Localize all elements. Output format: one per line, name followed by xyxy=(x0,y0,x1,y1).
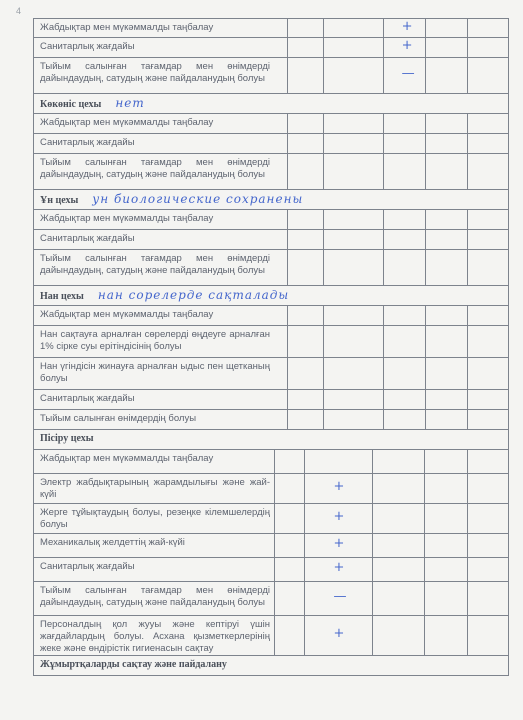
row-label xyxy=(34,38,276,56)
check-cell xyxy=(467,450,511,473)
check-cell xyxy=(425,134,468,153)
check-cell xyxy=(287,326,324,357)
table-row xyxy=(33,390,509,410)
row-label xyxy=(34,390,276,408)
check-cell xyxy=(274,474,305,503)
check-cell xyxy=(304,534,373,557)
check-cell xyxy=(372,504,425,533)
handwritten-mark: + xyxy=(333,626,345,641)
row-label xyxy=(34,410,276,428)
check-cell xyxy=(323,358,384,389)
row-label xyxy=(34,558,276,576)
handwritten-mark: + xyxy=(333,536,345,551)
row-text: Тыйым салынған тағамдар мен өнімдерді дайындаудың, сатудың және пайдаланудың болуы xyxy=(40,61,270,84)
check-cell xyxy=(383,306,426,325)
table-row xyxy=(33,450,509,474)
check-cell xyxy=(467,474,511,503)
row-text: Жабдықтар мен мүкәммалды таңбалау xyxy=(40,309,214,320)
check-cell xyxy=(424,474,468,503)
check-cell xyxy=(424,534,468,557)
row-text: Санитарлық жағдайы xyxy=(40,137,135,148)
check-cell xyxy=(287,114,324,133)
table-row xyxy=(33,250,509,286)
section-row xyxy=(33,190,509,210)
table-row xyxy=(33,616,509,656)
row-text: Нан үгіндісін жинауға арналған ыдыс пен щетканың болуы xyxy=(40,361,270,384)
check-cell xyxy=(383,58,426,93)
row-label xyxy=(34,250,276,280)
check-cell xyxy=(467,38,511,57)
handwritten-mark: + xyxy=(401,38,413,53)
row-text: Тыйым салынған тағамдар мен өнімдерді дайындаудың, сатудың және пайдаланудың болуы xyxy=(40,157,270,180)
row-label xyxy=(34,230,276,248)
check-cell xyxy=(425,114,468,133)
row-text: Пісіру цехы xyxy=(40,433,94,444)
check-cell xyxy=(383,114,426,133)
row-text: Нан сақтауға арналған сөрелерді өңдеуге арналған 1% сірке суы ерітіндісінің болуы xyxy=(40,329,270,352)
handwritten-mark: + xyxy=(401,19,413,34)
check-cell xyxy=(304,582,373,615)
check-cell xyxy=(323,114,384,133)
check-cell xyxy=(467,504,511,533)
check-cell xyxy=(372,534,425,557)
check-cell xyxy=(323,230,384,249)
check-cell xyxy=(425,326,468,357)
check-cell xyxy=(372,558,425,581)
check-cell xyxy=(467,616,511,655)
check-cell xyxy=(425,410,468,429)
row-text: Персоналдың қол жууы және кептіруі үшін жағдайлардың болуы. Асхана қызметкерлерінің жеке және өндірістік гигиенасын сақтау xyxy=(40,619,270,654)
check-cell xyxy=(383,390,426,409)
table-row xyxy=(33,154,509,190)
check-cell xyxy=(425,358,468,389)
table-row xyxy=(33,58,509,94)
check-cell xyxy=(383,134,426,153)
check-cell xyxy=(287,210,324,229)
check-cell xyxy=(323,210,384,229)
section-title xyxy=(34,430,508,448)
table-row xyxy=(33,358,509,390)
table-row xyxy=(33,134,509,154)
check-cell xyxy=(323,410,384,429)
table-row xyxy=(33,582,509,616)
table-row xyxy=(33,504,509,534)
row-label xyxy=(34,504,276,534)
row-label xyxy=(34,114,276,132)
row-label xyxy=(34,616,276,658)
check-cell xyxy=(323,134,384,153)
row-text: Жабдықтар мен мүкәммалды таңбалау xyxy=(40,453,214,464)
check-cell xyxy=(425,210,468,229)
row-text: Санитарлық жағдайы xyxy=(40,41,135,52)
row-label xyxy=(34,210,276,228)
table-row xyxy=(33,558,509,582)
check-cell xyxy=(323,250,384,285)
check-cell xyxy=(425,390,468,409)
row-label xyxy=(34,450,276,468)
check-cell xyxy=(287,390,324,409)
check-cell xyxy=(287,306,324,325)
check-cell xyxy=(467,210,511,229)
check-cell xyxy=(304,450,373,473)
row-text: Механикалық желдеттің жай-күйі xyxy=(40,537,185,548)
check-cell xyxy=(467,154,511,189)
section-row xyxy=(33,286,509,306)
row-text: Жабдықтар мен мүкәммалды таңбалау xyxy=(40,22,214,33)
check-cell xyxy=(383,250,426,285)
check-cell xyxy=(304,616,373,655)
handwritten-mark: — xyxy=(401,66,415,81)
row-text: Нан цехы xyxy=(40,291,84,302)
check-cell xyxy=(372,474,425,503)
check-cell xyxy=(323,19,384,37)
row-text: Санитарлық жағдайы xyxy=(40,233,135,244)
section-row xyxy=(33,430,509,450)
table-row xyxy=(33,18,509,38)
row-label xyxy=(34,358,276,388)
check-cell xyxy=(372,450,425,473)
check-cell xyxy=(424,504,468,533)
table-row xyxy=(33,230,509,250)
check-cell xyxy=(274,616,305,655)
handwritten-mark: + xyxy=(333,560,345,575)
check-cell xyxy=(274,534,305,557)
row-label xyxy=(34,58,276,88)
row-text: Жұмыртқаларды сақтау және пайдалану xyxy=(40,659,227,670)
row-text: Санитарлық жағдайы xyxy=(40,561,135,572)
row-text: Санитарлық жағдайы xyxy=(40,393,135,404)
check-cell xyxy=(383,210,426,229)
check-cell xyxy=(383,326,426,357)
row-text: Ұн цехы xyxy=(40,195,79,206)
table-row xyxy=(33,114,509,134)
check-cell xyxy=(304,474,373,503)
section-row xyxy=(33,656,509,676)
handwritten-note: ун биологические сохранены xyxy=(92,192,304,206)
check-cell xyxy=(274,504,305,533)
check-cell xyxy=(425,230,468,249)
row-label xyxy=(34,474,276,504)
handwritten-note: нан сорелерде сақталады xyxy=(97,288,290,302)
check-cell xyxy=(274,558,305,581)
table-row xyxy=(33,38,509,58)
table-row xyxy=(33,534,509,558)
table-row xyxy=(33,306,509,326)
row-text: Электр жабдықтарының жарамдылығы және жай-күйі xyxy=(40,477,270,500)
section-row xyxy=(33,94,509,114)
check-cell xyxy=(467,410,511,429)
check-cell xyxy=(467,582,511,615)
check-cell xyxy=(323,390,384,409)
handwritten-note: нет xyxy=(115,96,145,110)
check-cell xyxy=(287,19,324,37)
section-title xyxy=(34,94,508,114)
check-cell xyxy=(425,58,468,93)
inspection-table xyxy=(33,18,509,676)
row-text: Тыйым салынған тағамдар мен өнімдерді дайындаудың, сатудың және пайдаланудың болуы xyxy=(40,585,270,608)
check-cell xyxy=(467,390,511,409)
check-cell xyxy=(383,38,426,57)
check-cell xyxy=(372,582,425,615)
check-cell xyxy=(287,230,324,249)
section-title xyxy=(34,656,508,674)
check-cell xyxy=(383,19,426,37)
check-cell xyxy=(287,38,324,57)
check-cell xyxy=(467,230,511,249)
page-number: 4 xyxy=(16,6,22,16)
check-cell xyxy=(383,230,426,249)
table-row xyxy=(33,210,509,230)
row-label xyxy=(34,154,276,184)
check-cell xyxy=(467,114,511,133)
check-cell xyxy=(287,134,324,153)
check-cell xyxy=(323,58,384,93)
row-label xyxy=(34,134,276,152)
handwritten-mark: + xyxy=(333,509,345,524)
check-cell xyxy=(274,450,305,473)
handwritten-mark: — xyxy=(333,589,347,604)
row-text: Жабдықтар мен мүкәммалды таңбалау xyxy=(40,117,214,128)
check-cell xyxy=(383,358,426,389)
check-cell xyxy=(467,534,511,557)
check-cell xyxy=(287,410,324,429)
check-cell xyxy=(467,58,511,93)
check-cell xyxy=(323,154,384,189)
row-text: Жерге тұйықтаудың болуы, резеңке кілемшелердің болуы xyxy=(40,507,270,530)
check-cell xyxy=(372,616,425,655)
check-cell xyxy=(287,154,324,189)
check-cell xyxy=(467,358,511,389)
row-label xyxy=(34,306,276,324)
check-cell xyxy=(425,306,468,325)
check-cell xyxy=(425,38,468,57)
table-row xyxy=(33,326,509,358)
row-text: Жабдықтар мен мүкәммалды таңбалау xyxy=(40,213,214,224)
check-cell xyxy=(287,358,324,389)
row-label xyxy=(34,19,276,37)
table-row xyxy=(33,474,509,504)
check-cell xyxy=(467,306,511,325)
check-cell xyxy=(383,410,426,429)
section-title xyxy=(34,286,508,306)
check-cell xyxy=(467,250,511,285)
check-cell xyxy=(467,19,511,37)
check-cell xyxy=(304,504,373,533)
handwritten-mark: + xyxy=(333,479,345,494)
check-cell xyxy=(304,558,373,581)
row-text: Көкөніс цехы xyxy=(40,99,102,110)
check-cell xyxy=(424,582,468,615)
table-row xyxy=(33,410,509,430)
check-cell xyxy=(425,250,468,285)
check-cell xyxy=(323,306,384,325)
check-cell xyxy=(424,616,468,655)
check-cell xyxy=(274,582,305,615)
check-cell xyxy=(467,134,511,153)
check-cell xyxy=(323,38,384,57)
row-text: Тыйым салынған өнімдердің болуы xyxy=(40,413,197,424)
check-cell xyxy=(467,326,511,357)
check-cell xyxy=(467,558,511,581)
row-text: Тыйым салынған тағамдар мен өнімдерді дайындаудың, сатудың және пайдаланудың болуы xyxy=(40,253,270,276)
check-cell xyxy=(323,326,384,357)
row-label xyxy=(34,326,276,356)
check-cell xyxy=(425,154,468,189)
check-cell xyxy=(425,19,468,37)
check-cell xyxy=(424,450,468,473)
check-cell xyxy=(287,250,324,285)
row-label xyxy=(34,534,276,552)
section-title xyxy=(34,190,508,210)
row-label xyxy=(34,582,276,612)
check-cell xyxy=(287,58,324,93)
check-cell xyxy=(424,558,468,581)
check-cell xyxy=(383,154,426,189)
